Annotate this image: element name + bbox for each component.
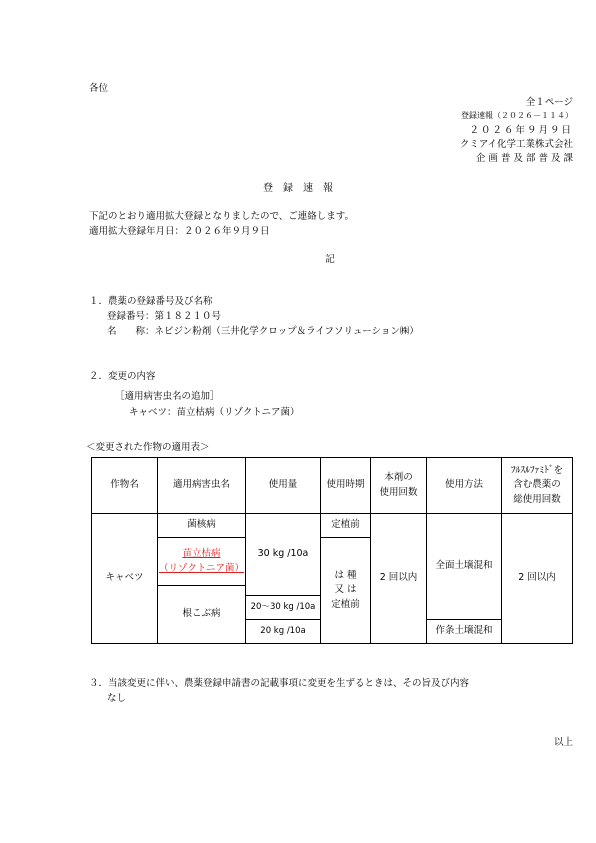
section-3-line-1: ３．当該変更に伴い、農薬登録申請書の記載事項に変更を生ずるときは、その旨及び内容 — [89, 678, 470, 689]
intro-line-1: 下記のとおり適用拡大登録となりましたので、ご連絡します。 — [89, 211, 355, 222]
intro-line-2: 適用拡大登録年月日：２０２６年９月９日 — [89, 226, 270, 237]
pest-cell-1: 菌核病 — [158, 514, 246, 538]
pest-cell-2-new — [158, 538, 246, 586]
header-times-line-1: 本剤の — [384, 472, 413, 484]
company-name: クミアイ化学工業株式会社 — [459, 139, 573, 150]
addressee: 各位 — [89, 83, 109, 94]
header-total-line-1: ﾌﾙｽﾙﾌｧﾐﾄﾞを — [510, 465, 564, 477]
pest-2-name: 苗立枯病 — [182, 548, 221, 560]
table-caption: ＜変更された作物の適用表＞ — [86, 442, 210, 453]
page-count: 全１ページ — [525, 97, 573, 108]
method-cell-1: 全面土壌混和 — [427, 514, 502, 620]
timing-cell-1: 定植前 — [321, 514, 371, 538]
method-cell-2: 作条土壌混和 — [427, 620, 502, 644]
pest-2-pathogen: （リゾクトニア菌） — [158, 562, 245, 574]
crop-cell: キャベツ — [92, 514, 158, 644]
timing-2-line-3: 定植前 — [331, 598, 360, 610]
header-total-line-3: 総使用回数 — [513, 493, 561, 505]
header-crop: 作物名 — [92, 458, 158, 514]
header-times — [371, 458, 427, 514]
report-date: ２０２６年９月９日 — [469, 125, 573, 136]
change-detail: キャベツ：苗立枯病（リゾクトニア菌） — [129, 407, 300, 418]
report-number: 登録速報（２０２６－１１４） — [461, 111, 573, 120]
change-type: ［適用病害虫名の追加］ — [115, 391, 220, 402]
header-total — [502, 458, 573, 514]
section-3-line-2: なし — [107, 693, 127, 704]
application-table — [91, 457, 573, 644]
times-cell: 2 回以内 — [371, 514, 427, 644]
header-pest: 適用病害虫名 — [158, 458, 246, 514]
header-timing: 使用時期 — [321, 458, 371, 514]
table-row — [92, 514, 573, 538]
pest-cell-3: 根こぶ病 — [158, 586, 246, 644]
closing-mark: 以上 — [553, 737, 573, 748]
department-name: 企 画 普 及 部 普 及 課 — [475, 153, 573, 164]
amount-cell-3: 20 kg /10a — [246, 620, 321, 644]
timing-2-line-1: は 種 — [334, 570, 357, 582]
amount-cell-2: 20～30 kg /10a — [246, 596, 321, 620]
header-times-line-2: 使用回数 — [379, 486, 418, 498]
document-title: 登 録 速 報 — [263, 183, 333, 194]
header-amount: 使用量 — [246, 458, 321, 514]
timing-cell-2 — [321, 538, 371, 644]
amount-cell-1: 30 kg /10a — [246, 514, 321, 596]
header-method: 使用方法 — [427, 458, 502, 514]
total-cell: 2 回以内 — [502, 514, 573, 644]
ki-mark: 記 — [325, 254, 335, 265]
registration-number: 登録番号：第１８２１０号 — [107, 311, 222, 322]
section-1-heading: １．農薬の登録番号及び名称 — [89, 296, 213, 307]
header-total-line-2: 含む農薬の — [513, 479, 561, 491]
section-2-heading: ２．変更の内容 — [89, 371, 156, 382]
table-header-row — [92, 458, 573, 514]
timing-2-line-2: 又 は — [334, 584, 357, 596]
pesticide-name: 名 称：ネビジン粉剤（三井化学クロップ＆ライフソリューション㈱） — [107, 326, 419, 337]
